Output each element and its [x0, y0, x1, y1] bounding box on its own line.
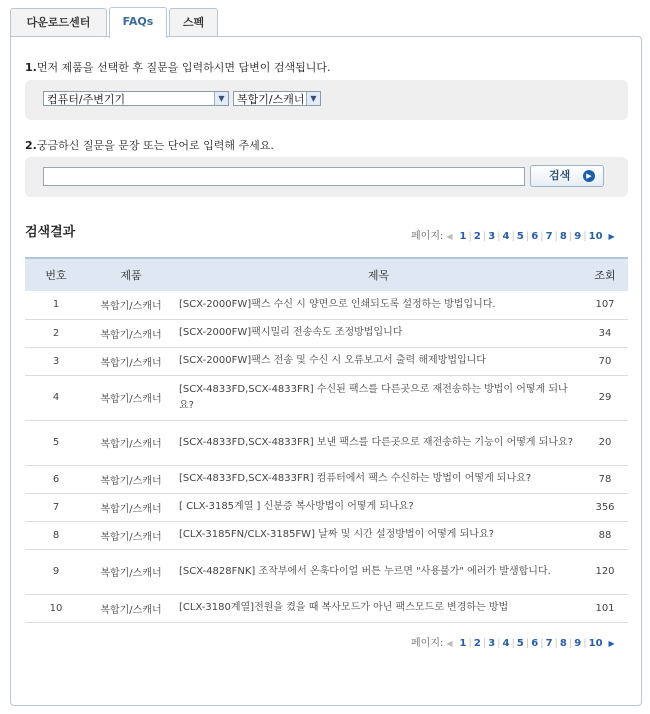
- page-link-7[interactable]: 7: [545, 231, 553, 242]
- row-title-link[interactable]: [SCX-4833FD,SCX-4833FR] 컴퓨터에서 팩스 수신하는 방법이 어떻게 되나요?: [175, 465, 582, 493]
- row-title-link[interactable]: [SCX-4833FD,SCX-4833FR] 수신된 팩스를 다른곳으로 재전송하는 방법이 어떻게 되나요?: [175, 375, 582, 420]
- go-arrow-icon: ▶: [583, 170, 595, 182]
- col-header-title: 제목: [175, 258, 582, 291]
- row-views: 107: [582, 291, 628, 319]
- table-row: [25, 521, 628, 549]
- table-row: [25, 465, 628, 493]
- page-link-4[interactable]: 4: [502, 638, 510, 649]
- row-product-link[interactable]: 복합기/스캐너: [87, 319, 175, 347]
- search-button[interactable]: [530, 165, 604, 187]
- page-link-6[interactable]: 6: [531, 231, 539, 242]
- table-row: [25, 549, 628, 594]
- next-page-icon[interactable]: ▶: [608, 639, 615, 648]
- pagination-label: 페이지:: [411, 231, 444, 242]
- row-views: 78: [582, 465, 628, 493]
- category-select[interactable]: [43, 91, 229, 106]
- product-select-box: [25, 80, 628, 120]
- row-views: 120: [582, 549, 628, 594]
- row-number: 6: [25, 465, 87, 493]
- row-views: 20: [582, 420, 628, 465]
- step2-text: 궁금하신 질문을 문장 또는 단어로 입력해 주세요.: [36, 139, 274, 152]
- row-product-link[interactable]: 복합기/스캐너: [87, 291, 175, 319]
- page-link-7[interactable]: 7: [545, 638, 553, 649]
- row-product-link[interactable]: 복합기/스캐너: [87, 549, 175, 594]
- product-select[interactable]: [233, 91, 321, 106]
- row-views: 29: [582, 375, 628, 420]
- pagination-label: 페이지:: [411, 638, 444, 649]
- row-number: 1: [25, 291, 87, 319]
- page-link-6[interactable]: 6: [531, 638, 539, 649]
- page-link-9[interactable]: 9: [574, 638, 582, 649]
- row-number: 8: [25, 521, 87, 549]
- page-link-1[interactable]: 1: [459, 231, 467, 242]
- next-page-icon[interactable]: ▶: [608, 232, 615, 241]
- row-number: 2: [25, 319, 87, 347]
- page-link-2[interactable]: 2: [473, 231, 481, 242]
- page-link-10[interactable]: 10: [588, 638, 603, 649]
- row-number: 5: [25, 420, 87, 465]
- step1-number: 1.: [25, 61, 37, 74]
- row-product-link[interactable]: 복합기/스캐너: [87, 420, 175, 465]
- row-product-link[interactable]: 복합기/스캐너: [87, 465, 175, 493]
- page-link-8[interactable]: 8: [559, 231, 567, 242]
- page-link-5[interactable]: 5: [516, 638, 524, 649]
- prev-page-icon[interactable]: ◀: [446, 232, 453, 241]
- page-link-1[interactable]: 1: [459, 638, 467, 649]
- tab-download-center[interactable]: 다운로드센터: [10, 8, 107, 36]
- results-title: 검색결과: [25, 225, 76, 240]
- row-views: 101: [582, 594, 628, 622]
- step1-text: 먼저 제품을 선택한 후 질문을 입력하시면 답변이 검색됩니다.: [36, 61, 331, 74]
- row-views: 356: [582, 493, 628, 521]
- row-number: 9: [25, 549, 87, 594]
- search-button-label: 검색: [549, 169, 571, 182]
- search-input[interactable]: [43, 167, 525, 186]
- row-number: 10: [25, 594, 87, 622]
- step2-instruction: [25, 137, 274, 153]
- step1-instruction: [25, 59, 330, 75]
- tab-spec[interactable]: 스펙: [169, 8, 218, 36]
- page-link-3[interactable]: 3: [488, 638, 496, 649]
- pagination-top: 페이지: ◀ 1 | 2 | 3 | 4 | 5 | 6 | 7 | 8 | 9 | 10 ▶: [411, 231, 615, 242]
- page-link-4[interactable]: 4: [502, 231, 510, 242]
- page-link-10[interactable]: 10: [588, 231, 603, 242]
- faq-panel: [10, 36, 642, 706]
- chevron-down-icon[interactable]: ▼: [214, 92, 228, 105]
- prev-page-icon[interactable]: ◀: [446, 639, 453, 648]
- tab-faqs[interactable]: FAQs: [109, 7, 167, 38]
- row-title-link[interactable]: [SCX-2000FW]팩시밀리 전송속도 조정방법입니다: [175, 319, 582, 347]
- row-title-link[interactable]: [ CLX-3185계열 ] 신분증 복사방법이 어떻게 되나요?: [175, 493, 582, 521]
- row-title-link[interactable]: [CLX-3180계열]전원을 켰을 때 복사모드가 아닌 팩스모드로 변경하는 방법: [175, 594, 582, 622]
- page-link-3[interactable]: 3: [488, 231, 496, 242]
- col-header-number: 번호: [25, 258, 87, 291]
- row-title-link[interactable]: [SCX-2000FW]팩스 수신 시 양면으로 인쇄되도록 설정하는 방법입니다.: [175, 291, 582, 319]
- col-header-product: 제품: [87, 258, 175, 291]
- row-product-link[interactable]: 복합기/스캐너: [87, 375, 175, 420]
- page-link-8[interactable]: 8: [559, 638, 567, 649]
- row-number: 4: [25, 375, 87, 420]
- row-views: 70: [582, 347, 628, 375]
- row-number: 7: [25, 493, 87, 521]
- page-link-9[interactable]: 9: [574, 231, 582, 242]
- table-row: [25, 319, 628, 347]
- product-select-value: 복합기/스캐너: [237, 93, 305, 106]
- page-link-5[interactable]: 5: [516, 231, 524, 242]
- col-header-views: 조회: [582, 258, 628, 291]
- table-row: [25, 493, 628, 521]
- row-views: 34: [582, 319, 628, 347]
- row-product-link[interactable]: 복합기/스캐너: [87, 521, 175, 549]
- table-row: [25, 420, 628, 465]
- pagination-bottom: 페이지: ◀ 1 | 2 | 3 | 4 | 5 | 6 | 7 | 8 | 9 | 10 ▶: [411, 638, 615, 649]
- row-title-link[interactable]: [SCX-2000FW]팩스 전송 및 수신 시 오류보고서 출력 해제방법입니다: [175, 347, 582, 375]
- row-title-link[interactable]: [SCX-4833FD,SCX-4833FR] 보낸 팩스를 다른곳으로 재전송하는 기능이 어떻게 되나요?: [175, 420, 582, 465]
- row-title-link[interactable]: [CLX-3185FN/CLX-3185FW] 날짜 및 시간 설정방법이 어떻게 되나요?: [175, 521, 582, 549]
- row-product-link[interactable]: 복합기/스캐너: [87, 493, 175, 521]
- category-select-value: 컴퓨터/주변기기: [47, 93, 126, 106]
- page-link-2[interactable]: 2: [473, 638, 481, 649]
- row-product-link[interactable]: 복합기/스캐너: [87, 347, 175, 375]
- question-search-box: [25, 157, 628, 197]
- row-views: 88: [582, 521, 628, 549]
- table-row: [25, 347, 628, 375]
- row-product-link[interactable]: 복합기/스캐너: [87, 594, 175, 622]
- table-header-row: [25, 258, 628, 291]
- chevron-down-icon[interactable]: ▼: [306, 92, 320, 105]
- step2-number: 2.: [25, 139, 37, 152]
- row-number: 3: [25, 347, 87, 375]
- table-row: [25, 291, 628, 319]
- table-row: [25, 375, 628, 420]
- row-title-link[interactable]: [SCX-4828FNK] 조작부에서 온훅다이얼 버튼 누르면 "사용불가" 에러가 발생합니다.: [175, 549, 582, 594]
- table-row: [25, 594, 628, 622]
- faq-results-table: [25, 257, 628, 623]
